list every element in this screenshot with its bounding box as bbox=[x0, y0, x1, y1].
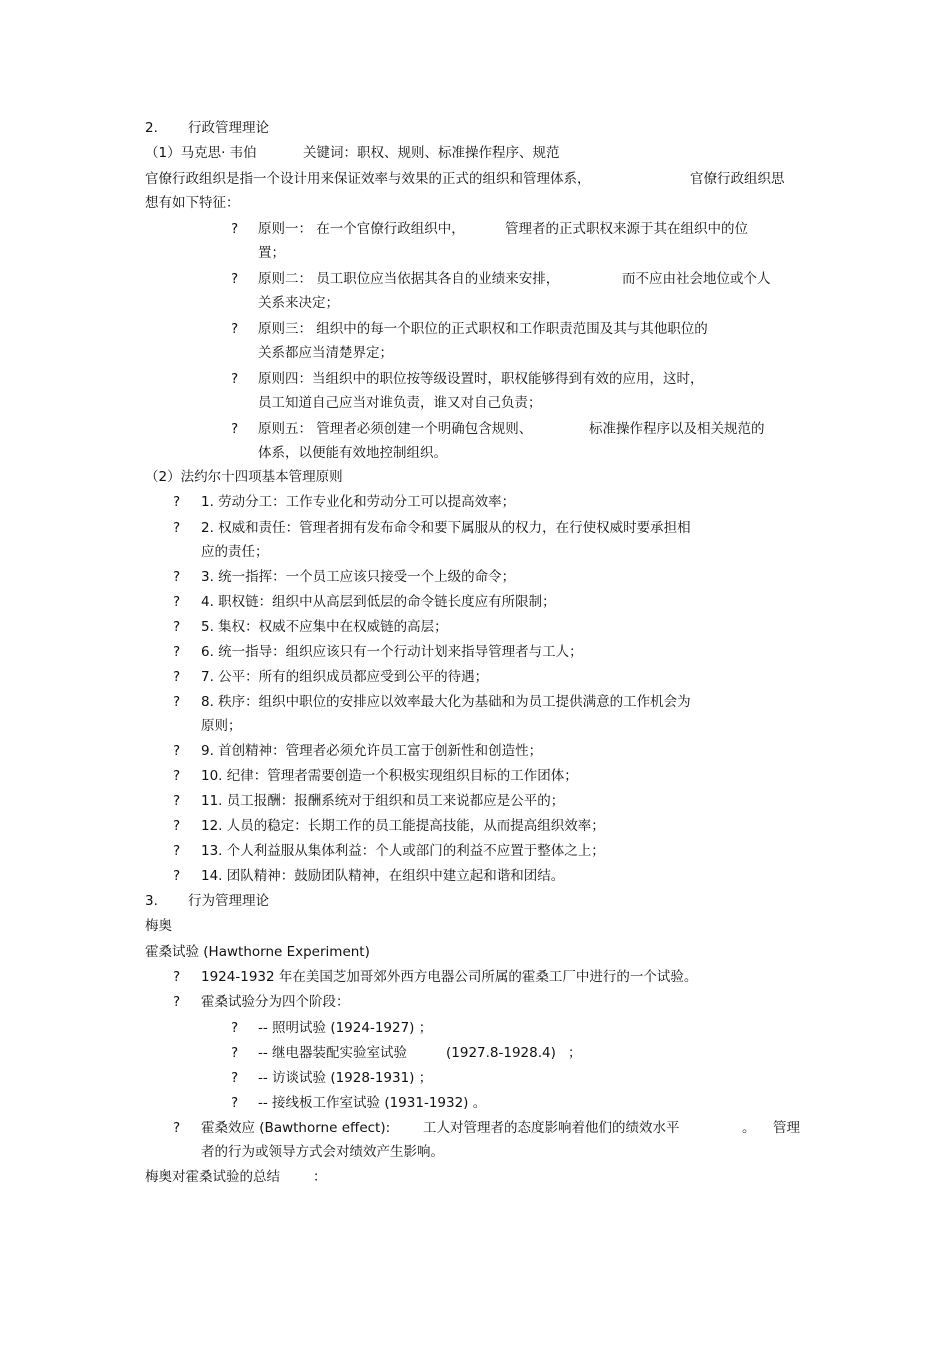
fayol-item-8: 8. 秩序：组织中职位的安排应以效率最大化为基础和为员工提供满意的工作机会为 bbox=[201, 694, 691, 710]
bullet-marker: ? bbox=[173, 520, 181, 536]
mayo-summary-heading: 梅奥对霍桑试验的总结 bbox=[145, 1169, 280, 1185]
bullet-marker: ? bbox=[173, 669, 181, 685]
bullet-marker: ? bbox=[231, 1095, 239, 1111]
bullet-marker: ? bbox=[173, 569, 181, 585]
weber-principle-2: 原则二： 员工职位应当依据其各自的业绩来安排， bbox=[258, 271, 560, 287]
fayol-item-3: 3. 统一指挥：一个员工应该只接受一个上级的命令； bbox=[201, 569, 516, 585]
fayol-item-14: 14. 团队精神：鼓励团队精神，在组织中建立起和谐和团结。 bbox=[201, 868, 565, 884]
hawthorne-stage-1: -- 照明试验 (1924-1927) ； bbox=[258, 1020, 433, 1036]
weber-principle-5b: 标准操作程序以及相关规范的 bbox=[589, 421, 765, 437]
bullet-marker: ? bbox=[231, 271, 239, 287]
section-3-number: 3. bbox=[145, 893, 158, 909]
weber-heading: （1）马克思· 韦伯 bbox=[145, 145, 257, 161]
fayol-item-8b: 原则； bbox=[201, 718, 242, 734]
weber-principle-5: 原则五： 管理者必须创建一个明确包含规则、 bbox=[258, 421, 533, 437]
mayo-name: 梅奥 bbox=[145, 918, 172, 934]
bullet-marker: ? bbox=[231, 221, 239, 237]
weber-principle-3c: 关系都应当清楚界定； bbox=[258, 345, 393, 361]
weber-intro-line2: 想有如下特征： bbox=[145, 195, 240, 211]
fayol-item-11: 11. 员工报酬：报酬系统对于组织和员工来说都应是公平的； bbox=[201, 793, 565, 809]
mayo-summary-colon: ： bbox=[313, 1169, 327, 1185]
hawthorne-heading: 霍桑试验 (Hawthorne Experiment) bbox=[145, 944, 370, 960]
bullet-marker: ? bbox=[231, 1070, 239, 1086]
fayol-item-2: 2. 权威和责任：管理者拥有发布命令和要下属服从的权力，在行使权威时要承担相 bbox=[201, 520, 691, 536]
hawthorne-effect-line2: 者的行为或领导方式会对绩效产生影响。 bbox=[201, 1144, 444, 1160]
bullet-marker: ? bbox=[231, 1045, 239, 1061]
weber-principle-5c: 体系，以便能有效地控制组织。 bbox=[258, 445, 447, 461]
hawthorne-stage-2-dates: (1927.8-1928.4) bbox=[446, 1045, 556, 1061]
bullet-marker: ? bbox=[173, 594, 181, 610]
fayol-item-12: 12. 人员的稳定：长期工作的员工能提高技能，从而提高组织效率； bbox=[201, 818, 605, 834]
weber-principle-2b: 而不应由社会地位或个人 bbox=[622, 271, 771, 287]
hawthorne-point-2: 霍桑试验分为四个阶段： bbox=[201, 994, 350, 1010]
fayol-item-4: 4. 职权链：组织中从高层到低层的命令链长度应有所限制； bbox=[201, 594, 556, 610]
fayol-heading: （2）法约尔十四项基本管理原则 bbox=[145, 469, 343, 485]
bullet-marker: ? bbox=[173, 994, 181, 1010]
fayol-item-6: 6. 统一指导：组织应该只有一个行动计划来指导管理者与工人； bbox=[201, 644, 583, 660]
weber-principle-1: 原则一： 在一个官僚行政组织中， bbox=[258, 221, 465, 237]
bullet-marker: ? bbox=[173, 619, 181, 635]
weber-intro-line1b: 官僚行政组织思 bbox=[690, 171, 785, 187]
fayol-item-13: 13. 个人利益服从集体利益：个人或部门的利益不应置于整体之上； bbox=[201, 843, 605, 859]
bullet-marker: ? bbox=[173, 1120, 181, 1136]
section-3-title: 行为管理理论 bbox=[188, 893, 269, 909]
fayol-item-7: 7. 公平：所有的组织成员都应受到公平的待遇； bbox=[201, 669, 489, 685]
weber-principle-1c: 置； bbox=[258, 245, 285, 261]
bullet-marker: ? bbox=[231, 1020, 239, 1036]
hawthorne-point-1: 1924-1932 年在美国芝加哥郊外西方电器公司所属的霍桑工厂中进行的一个试验。 bbox=[201, 969, 698, 985]
bullet-marker: ? bbox=[173, 818, 181, 834]
bullet-marker: ? bbox=[231, 321, 239, 337]
bullet-marker: ? bbox=[173, 843, 181, 859]
weber-principle-4c: 员工知道自己应当对谁负责，谁又对自己负责； bbox=[258, 395, 542, 411]
weber-principle-1b: 管理者的正式职权来源于其在组织中的位 bbox=[505, 221, 748, 237]
weber-principle-2c: 关系来决定； bbox=[258, 295, 339, 311]
bullet-marker: ? bbox=[173, 793, 181, 809]
bullet-marker: ? bbox=[173, 868, 181, 884]
weber-intro-line1: 官僚行政组织是指一个设计用来保证效率与效果的正式的组织和管理体系， bbox=[145, 171, 591, 187]
hawthorne-effect-term: 霍桑效应 (Bawthorne effect): bbox=[201, 1120, 391, 1136]
bullet-marker: ? bbox=[231, 371, 239, 387]
bullet-marker: ? bbox=[231, 421, 239, 437]
weber-principle-3: 原则三： 组织中的每一个职位的正式职权和工作职责范围及其与其他职位的 bbox=[258, 321, 708, 337]
fayol-item-5: 5. 集权：权威不应集中在权威链的高层； bbox=[201, 619, 448, 635]
weber-keywords: 关键词：职权、规则、标准操作程序、规范 bbox=[303, 145, 560, 161]
fayol-item-1: 1. 劳动分工：工作专业化和劳动分工可以提高效率； bbox=[201, 494, 516, 510]
bullet-marker: ? bbox=[173, 494, 181, 510]
hawthorne-effect-definition: 工人对管理者的态度影响着他们的绩效水平 bbox=[423, 1120, 680, 1136]
fayol-item-10: 10. 纪律：管理者需要创造一个积极实现组织目标的工作团体； bbox=[201, 768, 578, 784]
hawthorne-effect-cont: 管理 bbox=[773, 1120, 800, 1136]
weber-principle-4: 原则四：当组织中的职位按等级设置时，职权能够得到有效的应用，这时， bbox=[258, 371, 704, 387]
hawthorne-stage-2: -- 继电器装配实验室试验 bbox=[258, 1045, 408, 1061]
hawthorne-stage-4: -- 接线板工作室试验 (1931-1932) 。 bbox=[258, 1095, 487, 1111]
fayol-item-9: 9. 首创精神：管理者必须允许员工富于创新性和创造性； bbox=[201, 743, 543, 759]
section-2-title: 行政管理理论 bbox=[188, 120, 269, 136]
bullet-marker: ? bbox=[173, 768, 181, 784]
bullet-marker: ? bbox=[173, 644, 181, 660]
hawthorne-effect-period: 。 bbox=[742, 1120, 756, 1136]
bullet-marker: ? bbox=[173, 743, 181, 759]
hawthorne-stage-3: -- 访谈试验 (1928-1931) ； bbox=[258, 1070, 433, 1086]
bullet-marker: ? bbox=[173, 694, 181, 710]
section-2-number: 2. bbox=[145, 120, 158, 136]
fayol-item-2b: 应的责任； bbox=[201, 544, 269, 560]
bullet-marker: ? bbox=[173, 969, 181, 985]
hawthorne-stage-2-end: ； bbox=[568, 1045, 582, 1061]
